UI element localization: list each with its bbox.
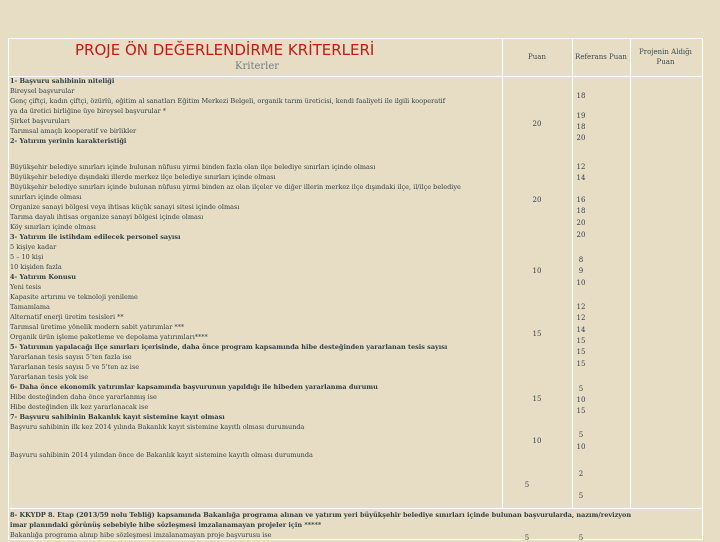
list-item: Yararlanan tesis sayısı 5’ten fazla ise xyxy=(10,353,132,361)
reference-value: 5 xyxy=(578,492,584,500)
list-item: 7- Başvuru sahibinin Bakanlık kayıt sistemine kayıt olması xyxy=(10,413,225,421)
list-item: Alternatif enerji üretim tesisleri ** xyxy=(10,313,124,321)
footer-divider xyxy=(8,508,701,509)
footer-note: Bakanlığa programa alınıp hibe sözleşmesi imzalanamayan proje başvurusu ise xyxy=(10,531,272,539)
puan-value: 10 xyxy=(532,267,542,275)
list-item: Tarıma dayalı ihtisas organize sanayi bölgesi içinde olması xyxy=(10,213,204,221)
reference-value: 8 xyxy=(578,256,584,264)
list-item: Kapasite artırımı ve teknoloji yenileme xyxy=(10,293,138,301)
reference-value: 19 xyxy=(576,112,586,120)
list-item: 5- Yatırımın yapılacağı ilçe sınırları içerisinde, daha önce program kapsamında hibe desteğinden yararlanan tesis sayısı xyxy=(10,343,448,351)
list-item: Organik ürün işleme paketleme ve depolama yatırımları**** xyxy=(10,333,208,341)
puan-value: 20 xyxy=(532,120,542,128)
reference-value: 5 xyxy=(578,385,584,393)
list-item: sınırları içinde olması xyxy=(10,193,82,201)
list-item: 2- Yatırım yerinin karakteristiği xyxy=(10,137,127,145)
footer-reference-value: 5 xyxy=(578,534,584,542)
list-item: ya da üretici birliğine üye bireysel başvurular * xyxy=(10,107,167,115)
list-item: Başvuru sahibinin ilk kez 2014 yılında Bakanlık kayıt sistemine kayıtlı olması durumunda xyxy=(10,423,305,431)
list-item: Tarımsal amaçlı kooperatif ve birlikler xyxy=(10,127,137,135)
puan-value: 15 xyxy=(532,330,542,338)
reference-value: 12 xyxy=(576,163,586,171)
reference-value: 9 xyxy=(578,267,584,275)
reference-value: 15 xyxy=(576,348,586,356)
list-item: Tamamlama xyxy=(10,303,50,311)
list-item: 6- Daha önce ekonomik yatırımlar kapsamında başvurunun yapıldığı ile hibeden yararlanma durumu xyxy=(10,383,378,391)
list-item: Genç çiftçi, kadın çiftçi, özürlü, eğitim al sanatları Eğitim Merkezi Belgeli, organik tarım üreticisi, kendi faaliyeti ile ilgili kooperatif xyxy=(10,97,446,105)
reference-value: 15 xyxy=(576,360,586,368)
reference-value: 10 xyxy=(576,443,586,451)
list-item: Organize sanayi bölgesi veya ihtisas küçük sanayi sitesi içinde olması xyxy=(10,203,240,211)
reference-value: 15 xyxy=(576,337,586,345)
reference-value: 18 xyxy=(576,92,586,100)
footer-note: imar planındaki görünüş sebebiyle hibe sözleşmesi imzalanamayan projeler için ***** xyxy=(10,521,322,529)
reference-score-column-header: Referans Puan xyxy=(572,38,631,76)
puan-value: 5 xyxy=(524,481,530,489)
reference-value: 5 xyxy=(578,431,584,439)
reference-value: 10 xyxy=(576,279,586,287)
list-item: Büyükşehir belediye dışındaki illerde merkez ilçe belediye sınırları içinde olması xyxy=(10,173,276,181)
criteria-column-header: Kriterler xyxy=(235,61,280,72)
list-item: Hibe desteğinden ilk kez yararlanacak ise xyxy=(10,403,149,411)
list-item: Büyükşehir belediye sınırları içinde bulunan nüfusu yirmi binden az olan ilçeler ve diğer illerin merkez ilçe dışındaki ilçe, il/ilçe belediye xyxy=(10,183,461,191)
list-item: Başvuru sahibinin 2014 yılından önce de Bakanlık kayıt sistemine kayıtlı olması durumunda xyxy=(10,451,313,459)
reference-value: 14 xyxy=(576,174,586,182)
list-item: Yararlanan tesis yok ise xyxy=(10,373,89,381)
criteria-header-cell xyxy=(8,38,503,76)
reference-value: 12 xyxy=(576,303,586,311)
reference-value: 20 xyxy=(576,134,586,142)
reference-value: 14 xyxy=(576,326,586,334)
reference-value: 18 xyxy=(576,123,586,131)
list-item: Büyükşehir belediye sınırları içinde bulunan nüfusu yirmi binden fazla olan ilçe belediye sınırları içinde olması xyxy=(10,163,376,171)
list-item: 5 kişiye kadar xyxy=(10,243,57,251)
list-item: Bireysel başvurular xyxy=(10,87,75,95)
column-divider xyxy=(502,38,503,508)
reference-value: 20 xyxy=(576,231,586,239)
list-item: Yeni tesis xyxy=(10,283,42,291)
list-item: Köy sınırları içinde olması xyxy=(10,223,96,231)
list-item: 5 – 10 kişi xyxy=(10,253,44,261)
puan-value: 20 xyxy=(532,196,542,204)
reference-value: 2 xyxy=(578,470,584,478)
list-item: 3- Yatırım ile istihdam edilecek personel sayısı xyxy=(10,233,181,241)
table-header xyxy=(8,38,701,76)
list-item: 4- Yatırım Konusu xyxy=(10,273,77,281)
list-item: Yararlanan tesis sayısı 5 ve 5’ten az ise xyxy=(10,363,140,371)
reference-value: 12 xyxy=(576,314,586,322)
list-item: 10 kişiden fazla xyxy=(10,263,62,271)
reference-value: 16 xyxy=(576,196,586,204)
puan-value: 15 xyxy=(532,395,542,403)
reference-value: 20 xyxy=(576,219,586,227)
project-score-column-header: Projenin Aldığı Puan xyxy=(639,48,692,66)
reference-value: 15 xyxy=(576,407,586,415)
list-item: Hibe desteğinden daha önce yararlanmış ise xyxy=(10,393,157,401)
reference-value: 18 xyxy=(576,207,586,215)
list-item: Şirket başvuruları xyxy=(10,117,70,125)
puan-value: 10 xyxy=(532,437,542,445)
reference-value: 10 xyxy=(576,396,586,404)
puan-column-header: Puan xyxy=(502,38,573,76)
list-item: 1- Başvuru sahibinin niteliği xyxy=(10,77,115,85)
footer-puan-value: 5 xyxy=(524,534,530,542)
page-title: PROJE ÖN DEĞERLENDİRME KRİTERLERİ xyxy=(75,41,375,59)
list-item: Tarımsal üretime yönelik modern sabit yatırımlar *** xyxy=(10,323,185,331)
column-divider xyxy=(630,38,631,508)
footer-note: 8- KKYDP 8. Etap (2013/59 nolu Tebliğ) kapsamında Bakanlığa programa alınan ve yatırım yeri büyükşehir belediye sınırları içinde bulunan başvurularda, nazım/revizyon xyxy=(10,511,632,519)
